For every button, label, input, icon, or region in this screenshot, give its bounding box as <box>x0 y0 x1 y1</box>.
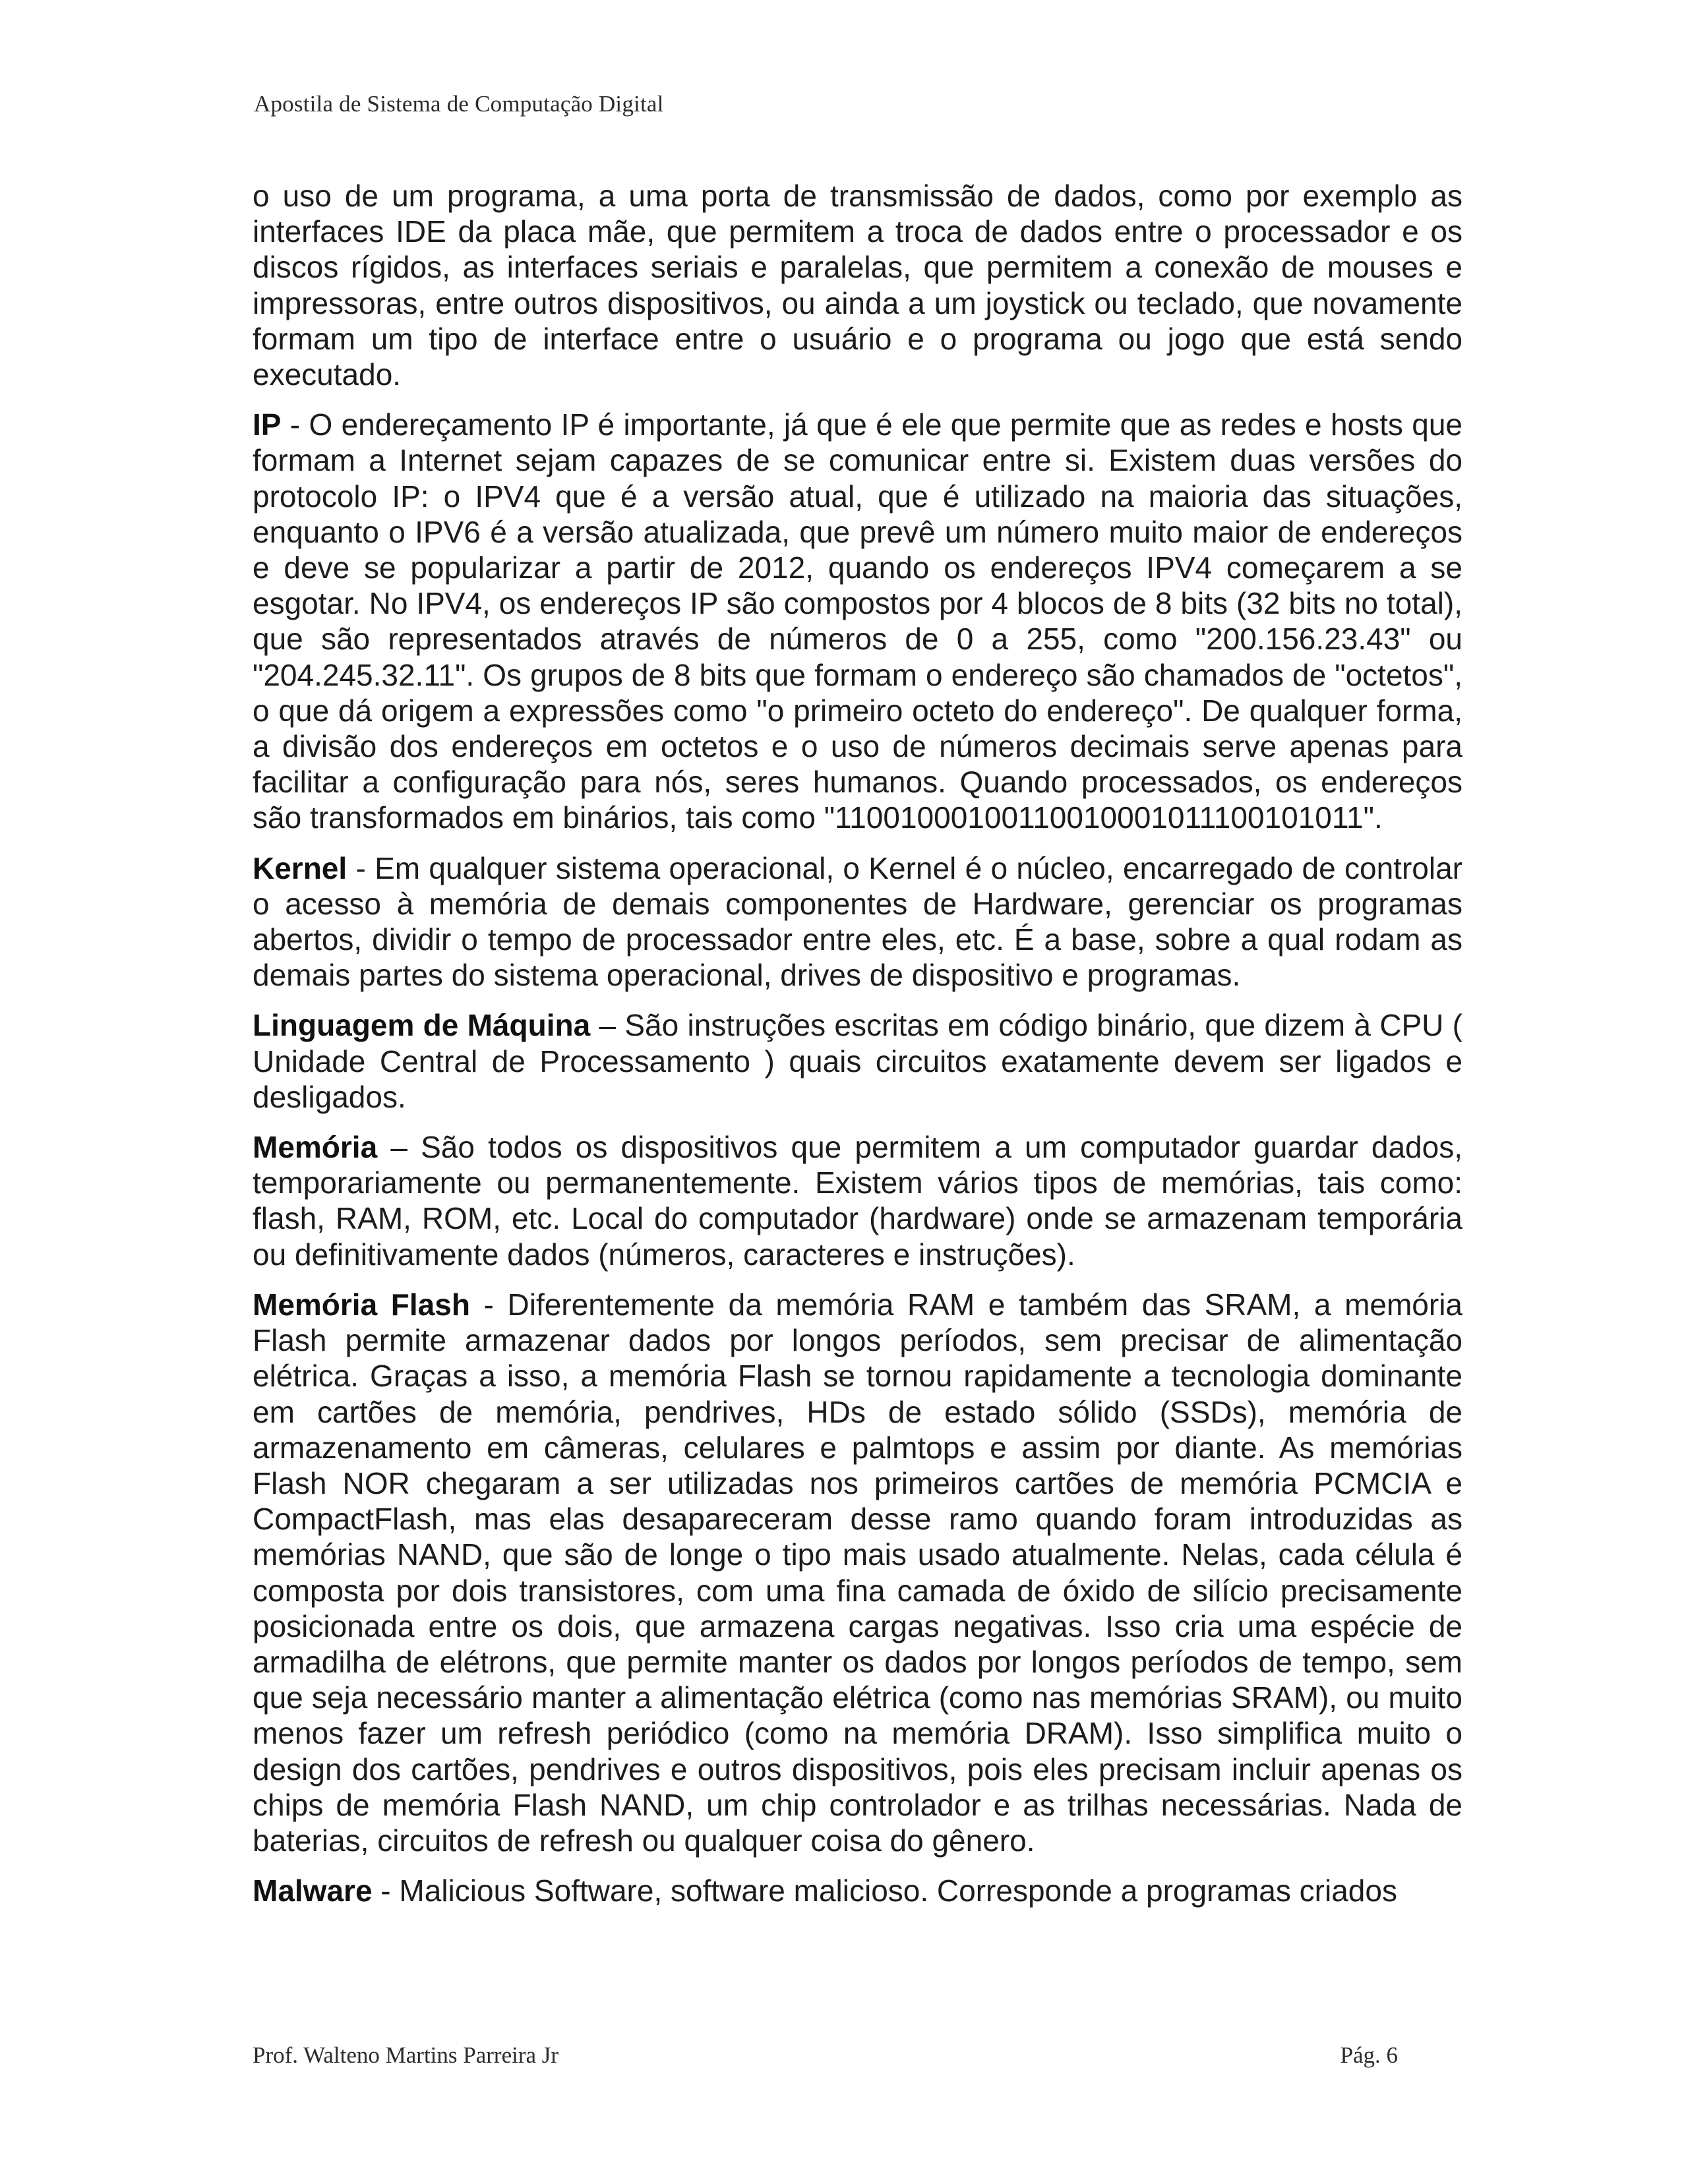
paragraph-text: Diferentemente da memória RAM e também das SRAM, a memória Flash permite armazenar dados por longos períodos, sem precisar de alimentação elétrica. Graças a isso, a memória Flash se tornou rapidamente a tecnologia dominante em cartões de memória, pendrives, HDs de estado sólido (SSDs), memória de armazenamento em câmeras, celulares e palmtops e assim por diante. As memórias Flash NOR chegaram a ser utilizadas nos primeiros cartões de memória PCMCIA e CompactFlash, mas elas desapareceram desse ramo quando foram introduzidas as memórias NAND, que são de longe o tipo mais usado atualmente. Nelas, cada célula é composta por dois transistores, com uma fina camada de óxido de silício precisamente posicionada entre os dois, que armazena cargas negativas. Isso cria uma espécie de armadilha de elétrons, que permite manter os dados por longos períodos de tempo, sem que seja necessário manter a alimentação elétrica (como nas memórias SRAM), ou muito menos fazer um refresh periódico (como na memória DRAM). Isso simplifica muito o design dos cartões, pendrives e outros dispositivos, pois eles precisam incluir apenas os chips de memória Flash NAND, um chip controlador e as trilhas necessárias. Nada de baterias, circuitos de refresh ou qualquer coisa do gênero. <box>253 1287 1462 1858</box>
term-ip: IP <box>253 407 282 442</box>
paragraph-text: São todos os dispositivos que permitem a um computador guardar dados, temporariamente ou permanentemente. Existem vários tipos de memórias, tais como: flash, RAM, ROM, etc. Local do computador (hardware) onde se armazenam temporária ou definitivamente dados (números, caracteres e instruções). <box>253 1130 1462 1272</box>
paragraph-memoria-flash <box>253 1287 1462 1858</box>
term-separator: - <box>347 850 375 885</box>
paragraph-interface-continuation <box>253 178 1462 392</box>
paragraph-text: Em qualquer sistema operacional, o Kernel é o núcleo, encarregado de controlar o acesso à memória de demais componentes de Hardware, gerenciar os programas abertos, dividir o tempo de processador entre eles, etc. É a base, sobre a qual rodam as demais partes do sistema operacional, drives de dispositivo e programas. <box>253 850 1462 993</box>
paragraph-text: Malicious Software, software malicioso. Corresponde a programas criados <box>399 1874 1397 1908</box>
term-separator: – <box>590 1008 625 1043</box>
paragraph-text: o uso de um programa, a uma porta de transmissão de dados, como por exemplo as interfaces IDE da placa mãe, que permitem a troca de dados entre o processador e os discos rígidos, as interfaces seriais e paralelas, que permitem a conexão de mouses e impressoras, entre outros dispositivos, ou ainda a um joystick ou teclado, que novamente formam um tipo de interface entre o usuário e o programa ou jogo que está sendo executado. <box>253 179 1462 392</box>
paragraph-malware <box>253 1873 1462 1908</box>
paragraph-ip <box>253 407 1462 835</box>
term-memoria: Memória <box>253 1130 378 1165</box>
paragraph-text: O endereçamento IP é importante, já que é ele que permite que as redes e hosts que formam a Internet sejam capazes de se comunicar entre si. Existem duas versões do protocolo IP: o IPV4 que é a versão atual, que é utilizado na maioria das situações, enquanto o IPV6 é a versão atualizada, que prevê um número muito maior de endereços e deve se popularizar a partir de 2012, quando os endereços IPV4 começarem a se esgotar. No IPV4, os endereços IP são compostos por 4 blocos de 8 bits (32 bits no total), que são representados através de números de 0 a 255, como "200.156.23.43" ou "204.245.32.11". Os grupos de 8 bits que formam o endereço são chamados de "octetos", o que dá origem a expressões como "o primeiro octeto do endereço". De qualquer forma, a divisão dos endereços em octetos e o uso de números decimais serve apenas para facilitar a configuração para nós, seres humanos. Quando processados, os endereços são transformados em binários, tais como "11001000100110010001011100101011". <box>253 407 1462 835</box>
term-malware: Malware <box>253 1874 373 1908</box>
paragraph-kernel <box>253 850 1462 993</box>
paragraph-memoria <box>253 1129 1462 1272</box>
page-header: Apostila de Sistema de Computação Digital <box>254 91 664 117</box>
term-memoria-flash: Memória Flash <box>253 1287 470 1322</box>
term-separator: - <box>281 407 309 442</box>
body-text <box>253 178 1462 1923</box>
term-separator: – <box>377 1130 421 1165</box>
paragraph-text: São instruções escritas em código binário, que dizem à CPU ( Unidade Central de Processamento ) quais circuitos exatamente devem ser ligados e desligados. <box>253 1008 1462 1114</box>
term-separator: - <box>372 1874 400 1908</box>
term-linguagem-de-maquina: Linguagem de Máquina <box>253 1008 591 1043</box>
paragraph-linguagem-de-maquina <box>253 1007 1462 1115</box>
page-number: Pág. 6 <box>1340 2042 1398 2068</box>
footer-author: Prof. Walteno Martins Parreira Jr <box>253 2042 559 2068</box>
term-kernel: Kernel <box>253 850 347 885</box>
term-separator: - <box>469 1287 508 1322</box>
